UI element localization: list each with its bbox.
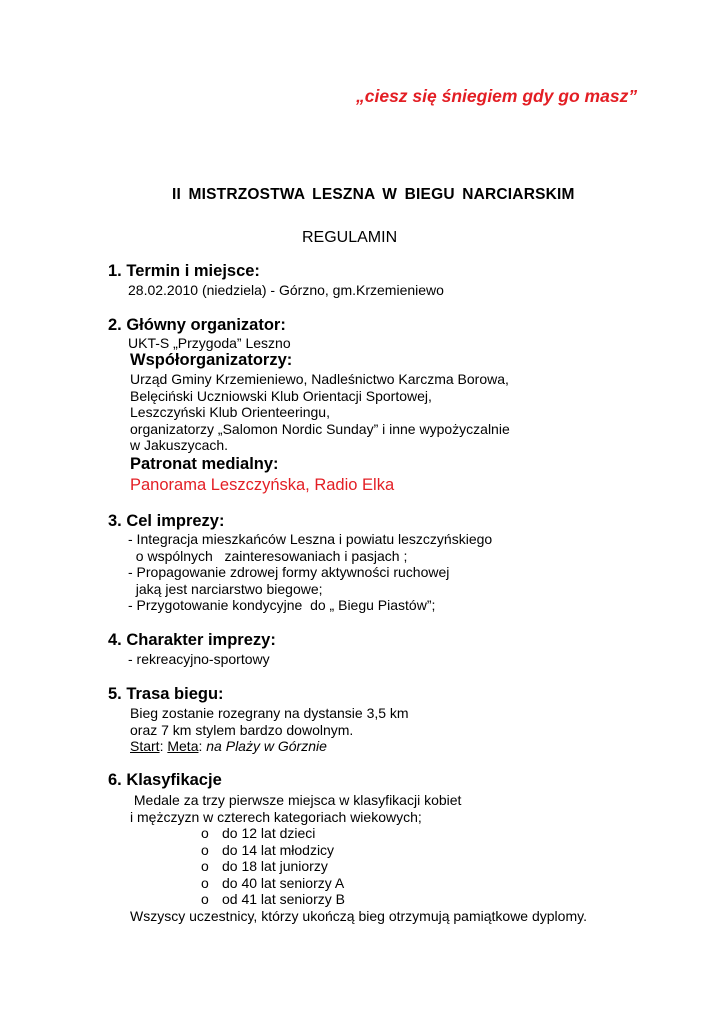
classification-intro: Medale za trzy pierwsze miejsca w klasyfikacji kobiet bbox=[130, 792, 462, 808]
finish-separator: : bbox=[198, 738, 207, 754]
co-organizer-line: Leszczyński Klub Orienteeringu, bbox=[130, 404, 330, 420]
co-organizer-line: w Jakuszycach. bbox=[130, 437, 229, 453]
co-organizer-line: Urząd Gminy Krzemieniewo, Nadleśnictwo Karczma Borowa, bbox=[130, 371, 509, 387]
section-4-heading: 4. Charakter imprezy: bbox=[108, 631, 276, 649]
event-character: - rekreacyjno-sportowy bbox=[128, 651, 270, 667]
goal-line: o wspólnych zainteresowaniach i pasjach ; bbox=[128, 547, 408, 564]
start-finish-line bbox=[130, 738, 327, 755]
section-5-heading: 5. Trasa biegu: bbox=[108, 685, 224, 703]
finish-label: Meta bbox=[167, 738, 199, 754]
section-3-heading: 3. Cel imprezy: bbox=[108, 512, 225, 530]
motto: „ciesz się śniegiem gdy go masz” bbox=[356, 86, 638, 106]
category-item: do 40 lat seniorzy A bbox=[222, 874, 345, 891]
route-line: Bieg zostanie rozegrany na dystansie 3,5 km bbox=[130, 705, 409, 721]
co-organizers-heading: Współorganizatorzy: bbox=[130, 351, 293, 369]
section-1-date-place: 28.02.2010 (niedziela) - Górzno, gm.Krzemieniewo bbox=[128, 282, 444, 298]
main-organizer: UKT-S „Przygoda” Leszno bbox=[128, 335, 291, 351]
co-organizer-line: Belęciński Uczniowski Klub Orientacji Sportowej, bbox=[130, 387, 432, 404]
goal-line: - Integracja mieszkańców Leszna i powiatu leszczyńskiego bbox=[128, 531, 493, 547]
category-item: do 14 lat młodzicy bbox=[222, 841, 335, 858]
route-line: oraz 7 km stylem bardzo dowolnym. bbox=[130, 721, 354, 738]
goal-line: jaką jest narciarstwo biegowe; bbox=[128, 580, 323, 597]
document-subtitle: REGULAMIN bbox=[302, 229, 398, 246]
bullet-icon: o bbox=[201, 874, 209, 891]
classification-intro: i mężczyzn w czterech kategoriach wiekowych; bbox=[130, 808, 422, 825]
section-6-heading: 6. Klasyfikacje bbox=[108, 771, 222, 789]
category-item: od 41 lat seniorzy B bbox=[222, 891, 345, 907]
section-2-heading: 2. Główny organizator: bbox=[108, 316, 286, 334]
goal-line: - Przygotowanie kondycyjne do „ Biegu Piastów”; bbox=[128, 597, 436, 613]
category-item: do 12 lat dzieci bbox=[222, 825, 316, 841]
venue: na Plaży w Górznie bbox=[206, 738, 327, 754]
bullet-icon: o bbox=[201, 825, 209, 841]
document-title: II MISTRZOSTWA LESZNA W BIEGU NARCIARSKIM bbox=[172, 186, 575, 203]
bullet-icon: o bbox=[201, 841, 209, 858]
co-organizer-line: organizatorzy „Salomon Nordic Sunday” i inne wypożyczalnie bbox=[130, 420, 510, 437]
media-patron-heading: Patronat medialny: bbox=[130, 455, 279, 473]
bullet-icon: o bbox=[201, 891, 209, 907]
start-separator: : bbox=[159, 738, 168, 754]
section-1-heading: 1. Termin i miejsce: bbox=[108, 262, 260, 280]
bullet-icon: o bbox=[201, 858, 209, 874]
goal-line: - Propagowanie zdrowej formy aktywności ruchowej bbox=[128, 564, 450, 580]
start-label: Start bbox=[130, 738, 160, 754]
closing-note: Wszyscy uczestnicy, którzy ukończą bieg otrzymują pamiątkowe dyplomy. bbox=[130, 908, 587, 924]
media-patrons: Panorama Leszczyńska, Radio Elka bbox=[130, 476, 395, 494]
category-item: do 18 lat juniorzy bbox=[222, 858, 328, 874]
